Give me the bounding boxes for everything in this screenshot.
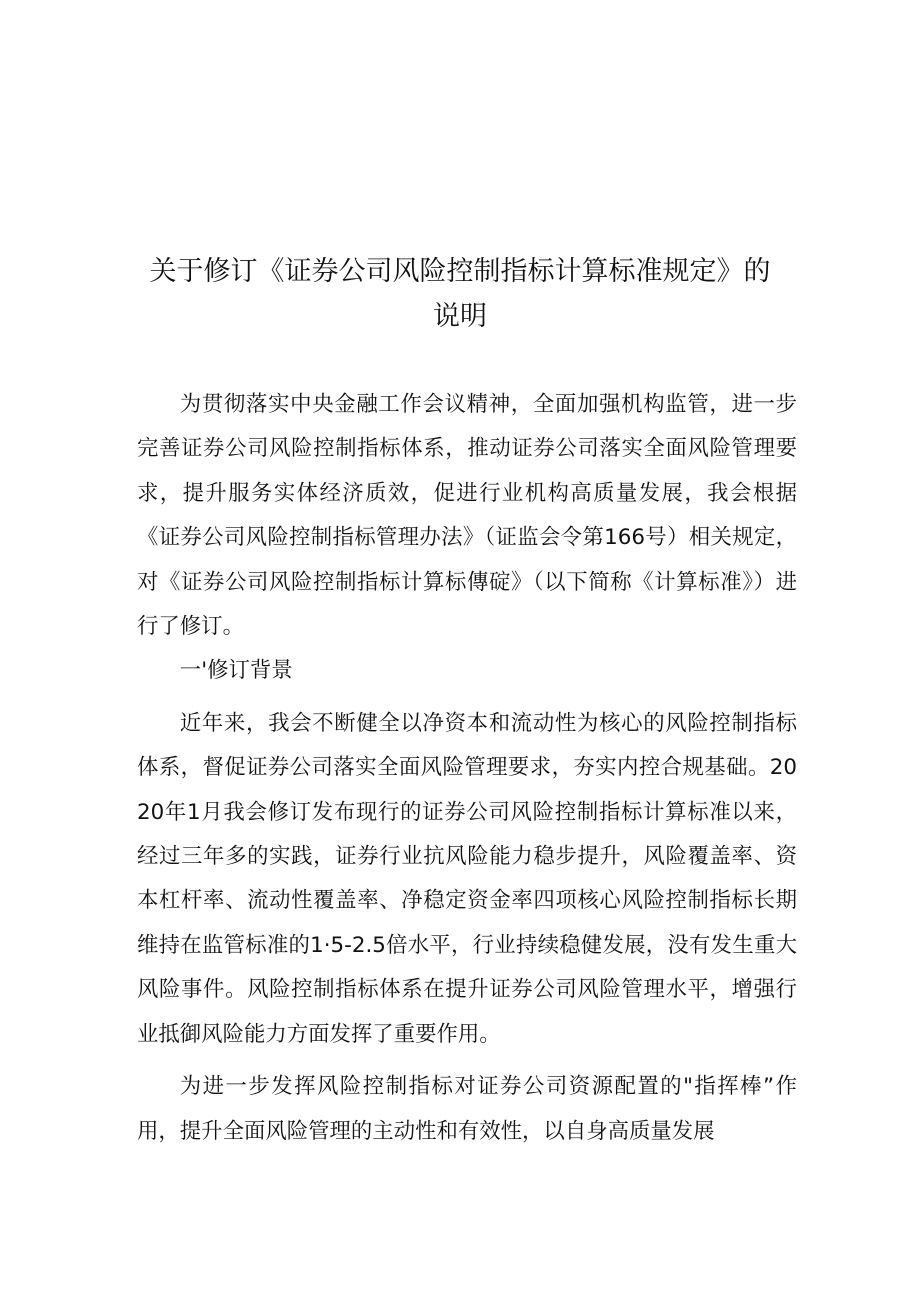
section-heading-background: 一'修订背景 — [179, 658, 293, 684]
document-title-line-2: 说明 — [433, 301, 487, 332]
spacer — [137, 1057, 797, 1065]
paragraph-background: 近年来，我会不断健全以净资本和流动性为核心的风险控制指标体系，督促证券公司落实全面风险管理要求，夯实内控合规基础。2020年1月我会修订发布现行的证券公司风险控制指标计算标准以来，经过三年多的实践，证券行业抗风险能力稳步提升，风险覆盖率、资本杠杆率、流动性覆盖率、净稳定资金率四项核心风险控制指标长期维持在监管标准的1·5-2.5倍水平，行业持续稳健发展，没有发生重大风险事件。风险控制指标体系在提升证券公司风险管理水平，增强行业抵御风险能力方面发挥了重要作用。 — [137, 710, 797, 1047]
paragraph-further: 为进一步发挥风险控制指标对证券公司资源配置的"指挥棒”作用，提升全面风险管理的主动性和有效性，以自身高质量发展 — [137, 1074, 797, 1144]
document-title-line-1: 关于修订《证券公司风险控制指标计算标准规定》的 — [149, 256, 771, 287]
paragraph-intro: 为贯彻落实中央金融工作会议精神，全面加强机构监管，进一步完善证券公司风险控制指标体系，推动证券公司落实全面风险管理要求，提升服务实体经济质效，促进行业机构高质量发展，我会根据《证券公司风险控制指标管理办法》（证监会令第166号）相关规定，对《证券公司风险控制指标计算标傳碇》（以下简称《计算标准》）进行了修订。 — [137, 392, 797, 640]
spacer — [137, 694, 797, 702]
document-body — [137, 383, 797, 1154]
